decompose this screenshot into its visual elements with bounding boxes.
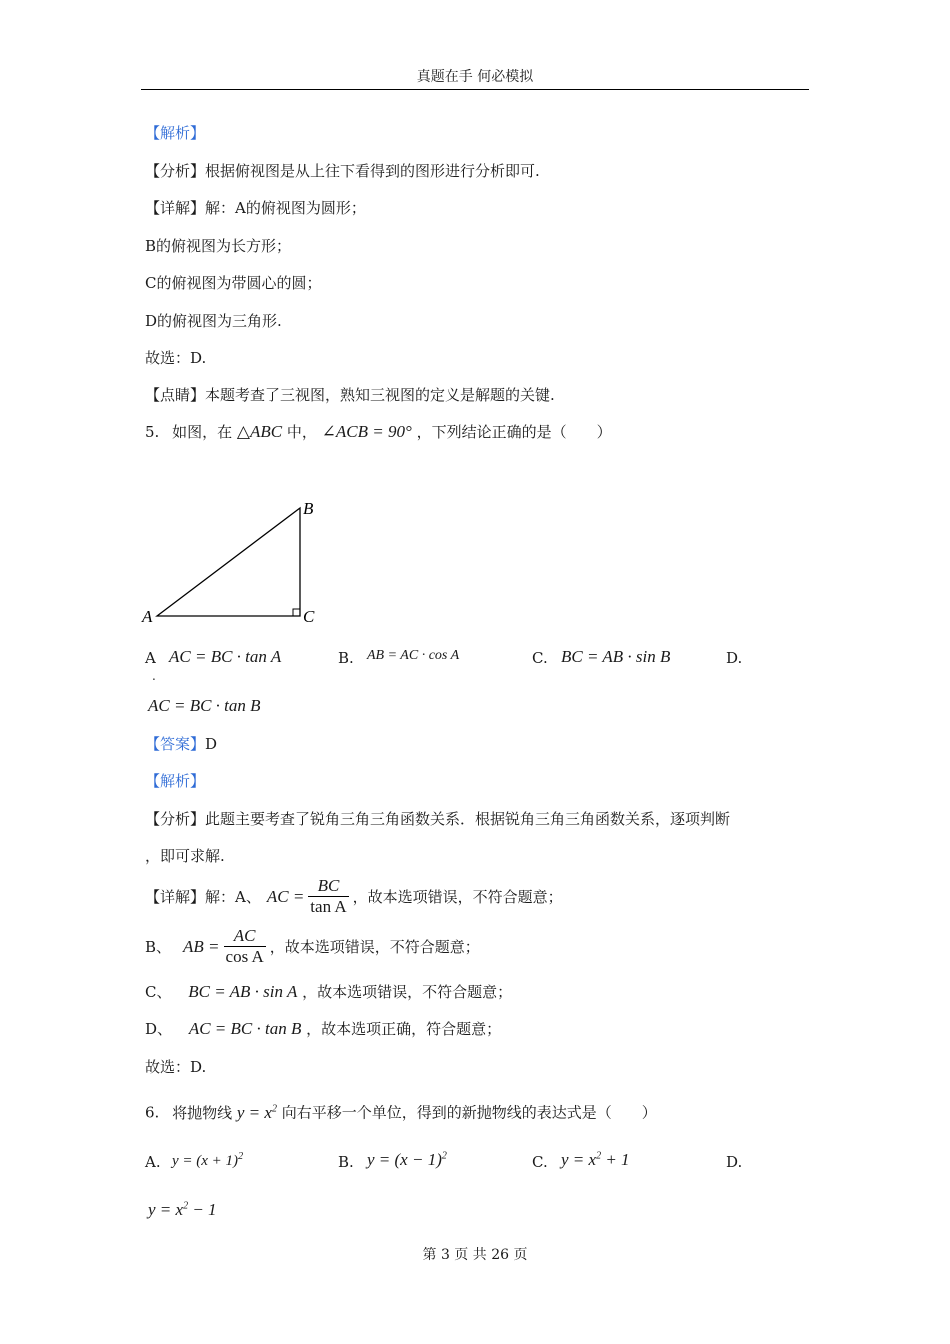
q5-answer <box>145 734 217 754</box>
q5-stem-angle: ∠ACB = 90° <box>321 422 412 441</box>
q6-stem <box>145 1099 657 1123</box>
q5-stem-c: ，下列结论正确的是（ ） <box>416 423 612 441</box>
vertex-label-a: A <box>142 607 153 626</box>
q5-fenxi-line1: 【分析】此题主要考查了锐角三角三角函数关系．根据锐角三角三角函数关系，逐项判断 <box>145 810 731 828</box>
q5-option-b-label: B. <box>338 649 354 667</box>
q6-option-c-label: C. <box>532 1153 548 1171</box>
fraction-numerator: BC <box>308 876 348 897</box>
expr-base: y = (x + 1) <box>172 1153 239 1169</box>
q5-detail-a-fraction <box>308 876 348 917</box>
q5-option-b-expr: AB = AC · cos A <box>367 648 460 663</box>
q5-option-c-label: C. <box>532 649 548 667</box>
q5-stem-a: 如图，在 <box>172 423 233 441</box>
q6-option-a-expr <box>172 1151 243 1170</box>
q4-detail-c: C的俯视图为带圆心的圆； <box>145 274 322 292</box>
expr-exponent: 2 <box>238 1151 244 1162</box>
answer-tag: 【答案】 <box>145 735 206 753</box>
expr-base: y = x <box>561 1150 597 1169</box>
page-footer: 第 3 页 共 26 页 <box>422 1247 528 1263</box>
q5-option-d-expr: AC = BC · tan B <box>148 696 261 715</box>
triangle-figure <box>140 495 330 630</box>
page-header: 真题在手 何必模拟 <box>416 69 534 85</box>
expr-exponent: 2 <box>441 1150 447 1162</box>
q6-stem-b: 向右平移一个单位，得到的新抛物线的表达式是（ ） <box>281 1103 657 1122</box>
q5-option-a-dot: . <box>152 669 156 683</box>
q6-stem-expr <box>237 1103 277 1122</box>
q6-option-b-expr <box>367 1150 447 1170</box>
q5-detail-a-prefix: 【详解】解：A、 <box>145 887 261 906</box>
q6-stem-a: 将抛物线 <box>172 1103 233 1122</box>
expr-tail: + 1 <box>601 1150 630 1169</box>
expr-exponent: 2 <box>183 1200 189 1212</box>
q5-option-a-expr: AC = BC · tan A <box>169 647 282 666</box>
q5-detail-c <box>145 982 512 1002</box>
expr-base: y = x <box>148 1200 184 1219</box>
right-angle-mark <box>293 609 300 616</box>
q5-detail-d-suffix: ，故本选项正确，符合题意； <box>306 1020 502 1038</box>
q4-detail-line: 【详解】解：A的俯视图为圆形； <box>145 199 366 217</box>
q5-detail-a-lhs: AC = <box>266 886 305 906</box>
q5-detail-c-prefix: C、 <box>145 983 172 1001</box>
q5-choose: 故选：D. <box>145 1058 207 1076</box>
q5-detail-a-suffix: ，故本选项错误，不符合题意； <box>352 887 563 906</box>
q6-option-d-label: D. <box>726 1153 743 1171</box>
triangle-shape <box>157 508 300 616</box>
q5-detail-b-fraction <box>224 926 266 967</box>
q5-detail-b-prefix: B、 <box>145 937 172 956</box>
q5-stem <box>145 422 612 442</box>
q5-jiexi-tag: 【解析】 <box>145 772 206 790</box>
q4-detail-d: D的俯视图为三角形. <box>145 312 282 330</box>
vertex-label-c: C <box>303 607 315 626</box>
fraction-numerator: AC <box>224 926 266 947</box>
expr-exponent: 2 <box>596 1150 602 1162</box>
q5-option-a-label: A <box>145 649 156 667</box>
q6-option-c-expr <box>561 1150 630 1170</box>
expr-base: y = (x − 1) <box>367 1150 442 1169</box>
expr-exponent: 2 <box>271 1103 277 1114</box>
q5-detail-b-suffix: ，故本选项错误，不符合题意； <box>269 937 480 956</box>
fraction-denominator: cos A <box>225 947 264 966</box>
q5-detail-b-lhs: AB = <box>183 936 220 956</box>
q5-stem-b: 中， <box>286 423 317 441</box>
q5-detail-c-suffix: ，故本选项错误，不符合题意； <box>302 983 513 1001</box>
q5-stem-triangle: △ABC <box>236 422 283 441</box>
fraction-denominator: tan A <box>310 897 347 916</box>
jiexi-tag: 【解析】 <box>145 124 206 142</box>
q6-option-a-label: A. <box>145 1153 161 1171</box>
q6-number: 6. <box>145 1103 160 1122</box>
q5-detail-b <box>145 926 480 967</box>
q5-detail-d-prefix: D、 <box>145 1020 173 1038</box>
q5-option-c-expr: BC = AB · sin B <box>561 647 671 666</box>
vertex-label-b: B <box>303 499 314 518</box>
q6-option-b-label: B. <box>338 1153 354 1171</box>
q4-dianjing: 【点睛】本题考查了三视图，熟知三视图的定义是解题的关键. <box>145 386 555 404</box>
expr-base: y = x <box>236 1102 272 1122</box>
q4-detail-b: B的俯视图为长方形； <box>145 237 292 255</box>
answer-value: D <box>205 735 218 753</box>
q5-detail-c-expr: BC = AB · sin A <box>188 982 298 1001</box>
q5-detail-d <box>145 1019 501 1039</box>
q5-number: 5. <box>145 423 160 441</box>
q4-choose: 故选：D. <box>145 349 207 367</box>
q6-option-d-expr <box>148 1200 217 1220</box>
q5-detail-a <box>145 876 563 917</box>
q4-analysis-line: 【分析】根据俯视图是从上往下看得到的图形进行分析即可. <box>145 162 540 180</box>
q5-detail-d-expr: AC = BC · tan B <box>188 1019 302 1038</box>
expr-tail: − 1 <box>188 1200 217 1219</box>
q5-option-d-label: D. <box>726 649 743 667</box>
q5-fenxi-line2: ，即可求解. <box>145 847 225 865</box>
header-rule <box>141 89 809 90</box>
